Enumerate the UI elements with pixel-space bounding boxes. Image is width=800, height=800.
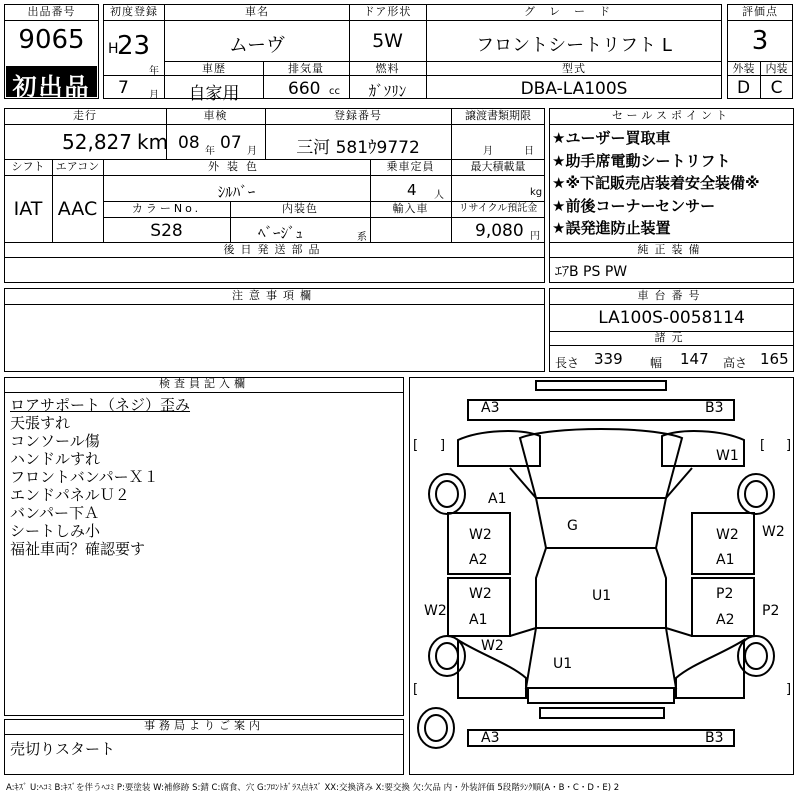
plate-number: 三河 581ｳ9772 xyxy=(296,138,420,158)
sales-point-item: ★前後コーナーセンサー xyxy=(552,196,716,215)
back-door xyxy=(528,688,674,703)
displacement-label: 排気量 xyxy=(288,62,324,75)
history-label: 車歴 xyxy=(202,62,226,75)
reg-year: 23 xyxy=(117,31,151,61)
first-registration-label: 初度登録 xyxy=(110,5,158,18)
damage-mark: W2 xyxy=(762,524,785,540)
first-listing-text: 初出品 xyxy=(12,73,91,101)
color-no-label: カラーNo. xyxy=(131,202,202,215)
shift: IAT xyxy=(13,198,43,220)
damage-mark: P2 xyxy=(762,603,780,619)
sales-points-label: セールスポイント xyxy=(611,109,731,122)
capacity-label: 乗車定員 xyxy=(386,160,435,173)
fuel: ｶﾞｿﾘﾝ xyxy=(368,82,407,100)
inspector-note: バンパー下Ａ xyxy=(10,504,99,522)
interior-grade: C xyxy=(770,78,783,98)
inspector-note: ロアサポート（ネジ）歪み xyxy=(10,396,191,414)
damage-mark: A1 xyxy=(716,552,735,568)
load-label: 最大積載量 xyxy=(470,160,526,173)
exterior-grade: D xyxy=(736,78,751,98)
mileage-unit: km xyxy=(137,130,169,154)
ext-color: ｼﾙﾊﾞｰ xyxy=(217,183,256,201)
inspector-note: ハンドルすれ xyxy=(10,450,101,468)
sales-point-item: ★ユーザー買取車 xyxy=(552,129,671,147)
sales-point-item: ★誤発進防止装置 xyxy=(552,219,671,237)
inspection-month: 07 xyxy=(220,133,242,153)
mileage: 52,827 xyxy=(62,130,132,154)
capacity-unit: 人 xyxy=(434,190,444,201)
transfer-deadline-label: 譲渡書類期限 xyxy=(465,109,531,122)
equipment-value: ｴｱB PS PW xyxy=(555,264,628,280)
later-parts-label: 後日発送部品 xyxy=(223,243,326,256)
height-label: 高さ xyxy=(723,356,748,370)
bracket: [ xyxy=(413,682,419,697)
length-label: 長さ xyxy=(555,356,580,370)
interior-label: 内装 xyxy=(765,62,788,75)
inspector-note: エンドパネルＵ２ xyxy=(10,486,130,504)
recycle-deposit: 9,080 xyxy=(475,221,524,241)
color-no: S28 xyxy=(150,221,183,241)
recycle-unit: 円 xyxy=(530,231,540,242)
model-label: 型式 xyxy=(562,62,586,75)
exterior-label: 外装 xyxy=(732,62,755,75)
bracket: ] xyxy=(786,438,792,453)
plate-label: 登録番号 xyxy=(334,109,382,122)
length: 339 xyxy=(594,350,623,368)
inspector-note: 福祉車両？確認要す xyxy=(10,540,146,558)
damage-diagram xyxy=(409,377,794,775)
sales-point-item: ★助手席電動シートリフト xyxy=(552,151,731,170)
damage-mark: A1 xyxy=(488,491,507,507)
displacement: 660 xyxy=(288,79,321,99)
car-name: ムーヴ xyxy=(228,34,286,56)
damage-mark: B3 xyxy=(705,400,724,416)
score-label: 評価点 xyxy=(742,5,778,18)
history: 自家用 xyxy=(188,84,240,104)
roof-bar xyxy=(536,381,666,390)
damage-mark: W2 xyxy=(469,527,492,543)
fuel-label: 燃料 xyxy=(375,62,400,75)
rear-right-quarter xyxy=(676,640,744,698)
equipment-label: 純正装備 xyxy=(637,243,706,256)
load-unit: kg xyxy=(530,187,543,198)
damage-mark: W2 xyxy=(481,638,504,654)
lot-number: 9065 xyxy=(18,25,85,55)
mileage-label: 走行 xyxy=(73,109,97,122)
era: H xyxy=(108,41,119,57)
rear-bumper-bar xyxy=(540,708,664,718)
chassis-number: LA100S-0058114 xyxy=(598,308,745,328)
damage-mark: A1 xyxy=(469,612,488,628)
model-code: DBA-LA100S xyxy=(520,79,628,99)
width: 147 xyxy=(680,350,709,368)
rear-bumper xyxy=(468,730,734,746)
rear-glass xyxy=(526,628,676,688)
bracket: ] xyxy=(440,438,446,453)
inspector-note: シートしみ小 xyxy=(10,522,101,540)
door-label: ドア形状 xyxy=(363,5,412,18)
door-type: 5W xyxy=(372,30,403,52)
damage-mark: G xyxy=(567,518,578,534)
aircon: AAC xyxy=(57,198,98,220)
inspection-label: 車検 xyxy=(203,109,228,122)
sales-point-item: ★※下記販売店装着安全装備※ xyxy=(552,174,760,192)
grade: フロントシートリフト L xyxy=(476,35,672,56)
damage-mark: W2 xyxy=(424,603,447,619)
import-label: 輸入車 xyxy=(392,202,429,215)
legend-text: A:ｷｽﾞ U:ﾍｺﾐ B:ｷｽﾞを伴うﾍｺﾐ P:要塗装 W:補修跡 S:錆 C:腐食、穴 G:ﾌﾛﾝﾄｶﾞﾗｽ点ｷｽﾞ XX:交換済み X:要交換 欠:欠品 内・外装評価 5段階ﾗﾝｸ順(A・B・C・D・E) 2 xyxy=(6,783,620,793)
damage-mark: A2 xyxy=(469,552,488,568)
ext-color-label: 外装色 xyxy=(208,160,265,173)
hood xyxy=(520,429,682,498)
damage-mark: W1 xyxy=(716,448,739,464)
damage-mark: W2 xyxy=(716,527,739,543)
inspector-note: フロントバンパーＸ１ xyxy=(10,468,159,486)
damage-mark: U1 xyxy=(553,656,573,672)
damage-mark: U1 xyxy=(592,588,612,604)
windshield xyxy=(536,498,666,548)
car-name-label: 車名 xyxy=(245,5,269,18)
reg-month: 7 xyxy=(118,78,129,98)
capacity: 4 xyxy=(407,181,417,199)
sales-points-list xyxy=(552,127,792,240)
shift-label: シフト xyxy=(11,160,45,173)
bracket: [ xyxy=(760,438,766,453)
inspection-year: 08 xyxy=(178,133,200,153)
bracket: [ xyxy=(413,438,419,453)
damage-mark: P2 xyxy=(716,586,734,602)
damage-mark: B3 xyxy=(705,730,724,746)
transfer-month-unit: 月 xyxy=(483,146,493,157)
int-color-label: 内装色 xyxy=(282,202,318,215)
transfer-day-unit: 日 xyxy=(524,146,534,157)
damage-mark: A3 xyxy=(481,730,500,746)
displacement-unit: cc xyxy=(329,86,340,97)
office-message: 売切りスタート xyxy=(10,740,116,758)
lot-number-label: 出品番号 xyxy=(27,5,76,18)
inspector-note: 天張すれ xyxy=(10,414,71,432)
recycle-label: リサイクル預託金 xyxy=(458,203,538,214)
office-label: 事務局よりご案内 xyxy=(144,719,264,732)
width-label: 幅 xyxy=(650,356,663,370)
inspector-notes-list xyxy=(10,396,400,558)
damage-mark: W2 xyxy=(469,586,492,602)
damage-mark: A2 xyxy=(716,612,735,628)
inspection-month-unit: 月 xyxy=(247,146,257,157)
grade-label: グレード xyxy=(524,5,624,18)
reg-year-unit: 年 xyxy=(149,66,159,77)
inspector-label: 検査員記入欄 xyxy=(159,377,249,390)
front-bumper xyxy=(468,400,734,420)
height: 165 xyxy=(760,350,789,368)
car-diagram-svg xyxy=(410,378,793,774)
reg-month-unit: 月 xyxy=(149,90,159,101)
int-color-unit: 系 xyxy=(357,232,367,243)
int-color: ﾍﾞｰｼﾞｭ xyxy=(258,224,304,242)
notes-label: 注意事項欄 xyxy=(232,289,317,302)
damage-mark: A3 xyxy=(481,400,500,416)
dims-label: 諸元 xyxy=(654,331,689,344)
chassis-label: 車台番号 xyxy=(637,289,706,302)
aircon-label: エアコン xyxy=(55,160,100,173)
inspector-note: コンソール傷 xyxy=(10,432,100,450)
bracket: ] xyxy=(786,682,792,697)
inspection-year-unit: 年 xyxy=(205,146,215,157)
score: 3 xyxy=(751,26,769,56)
